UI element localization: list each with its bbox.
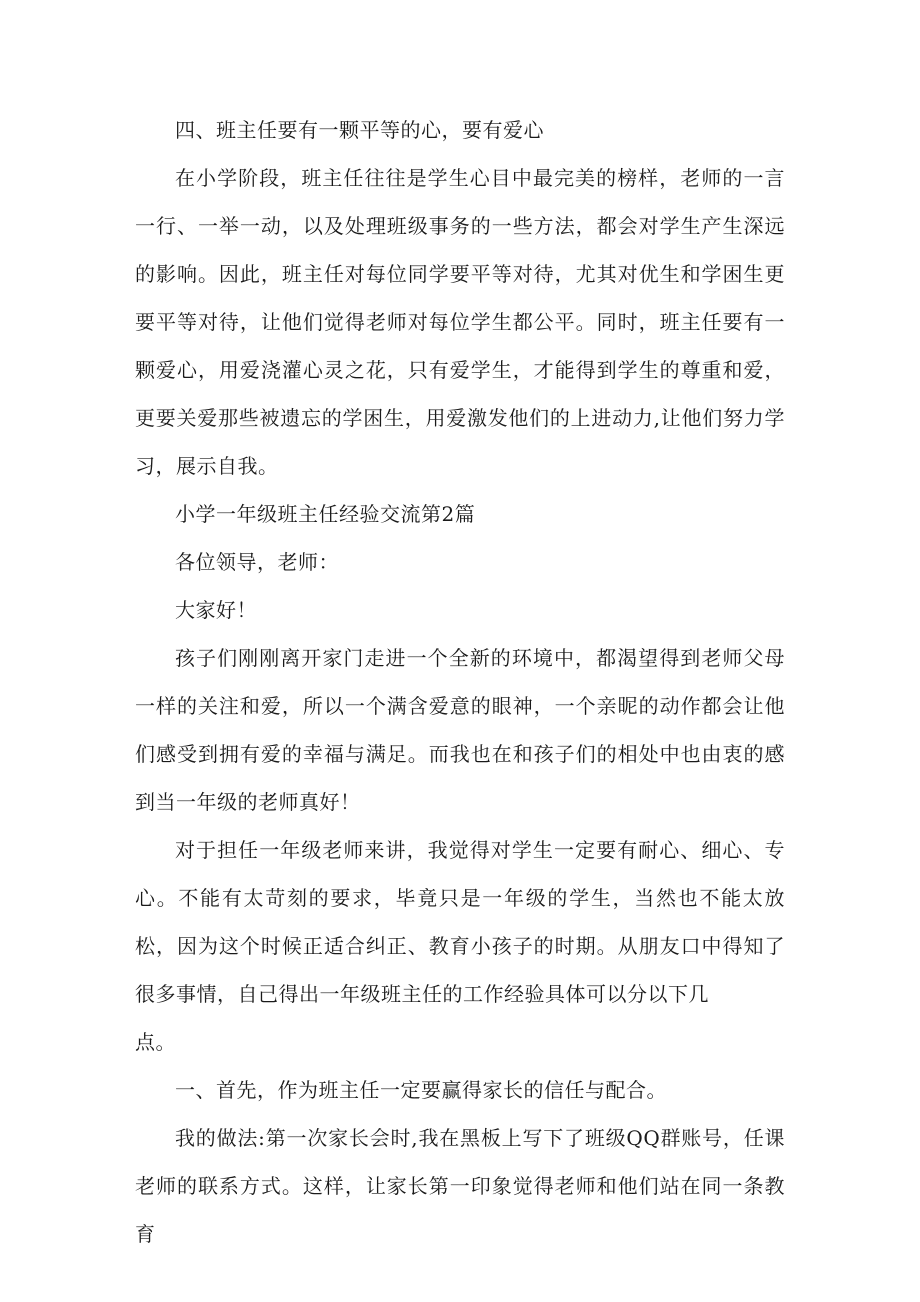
section-heading-four: 四、班主任要有一颗平等的心，要有爱心 (175, 118, 544, 142)
paragraph-children-new-environment: 孩子们刚刚离开家门走进一个全新的环境中，都渴望得到老师父母一样的关注和爱，所以一个满含爱意的眼神，一个亲昵的动作都会让他们感受到拥有爱的幸福与满足。而我也在和孩子们的相处中也由衷的感到当一年级的老师真好！ (135, 646, 785, 814)
greeting: 大家好！ (175, 598, 257, 622)
paragraph-patience: 对于担任一年级老师来讲，我觉得对学生一定要有耐心、细心、专心。不能有太苛刻的要求，毕竟只是一年级的学生，当然也不能太放松，因为这个时候正适合纠正、教育小孩子的时期。从朋友口中得知了很多事情，自己得出一年级班主任的工作经验具体可以分以下几 (135, 838, 785, 1006)
paragraph-parent-meeting: 我的做法:第一次家长会时,我在黑板上写下了班级QQ群账号，任课老师的联系方式。这样，让家长第一印象觉得老师和他们站在同一条教育 (135, 1126, 785, 1246)
paragraph-equal-love: 在小学阶段，班主任往往是学生心目中最完美的榜样，老师的一言一行、一举一动，以及处理班级事务的一些方法，都会对学生产生深远的影响。因此，班主任对每位同学要平等对待，尤其对优生和学困生更要平等对待，让他们觉得老师对每位学生都公平。同时，班主任要有一颗爱心，用爱浇灌心灵之花，只有爱学生，才能得到学生的尊重和爱，更要关爱那些被遗忘的学困生，用爱激发他们的上进动力,让他们努力学习，展示自我。 (135, 166, 785, 478)
document-body (135, 106, 785, 1258)
section-heading-one: 一、首先，作为班主任一定要赢得家长的信任与配合。 (175, 1078, 667, 1102)
salutation: 各位领导，老师： (175, 550, 339, 574)
paragraph-continuation: 点。 (135, 1030, 176, 1054)
article-title: 小学一年级班主任经验交流第2篇 (175, 502, 476, 526)
